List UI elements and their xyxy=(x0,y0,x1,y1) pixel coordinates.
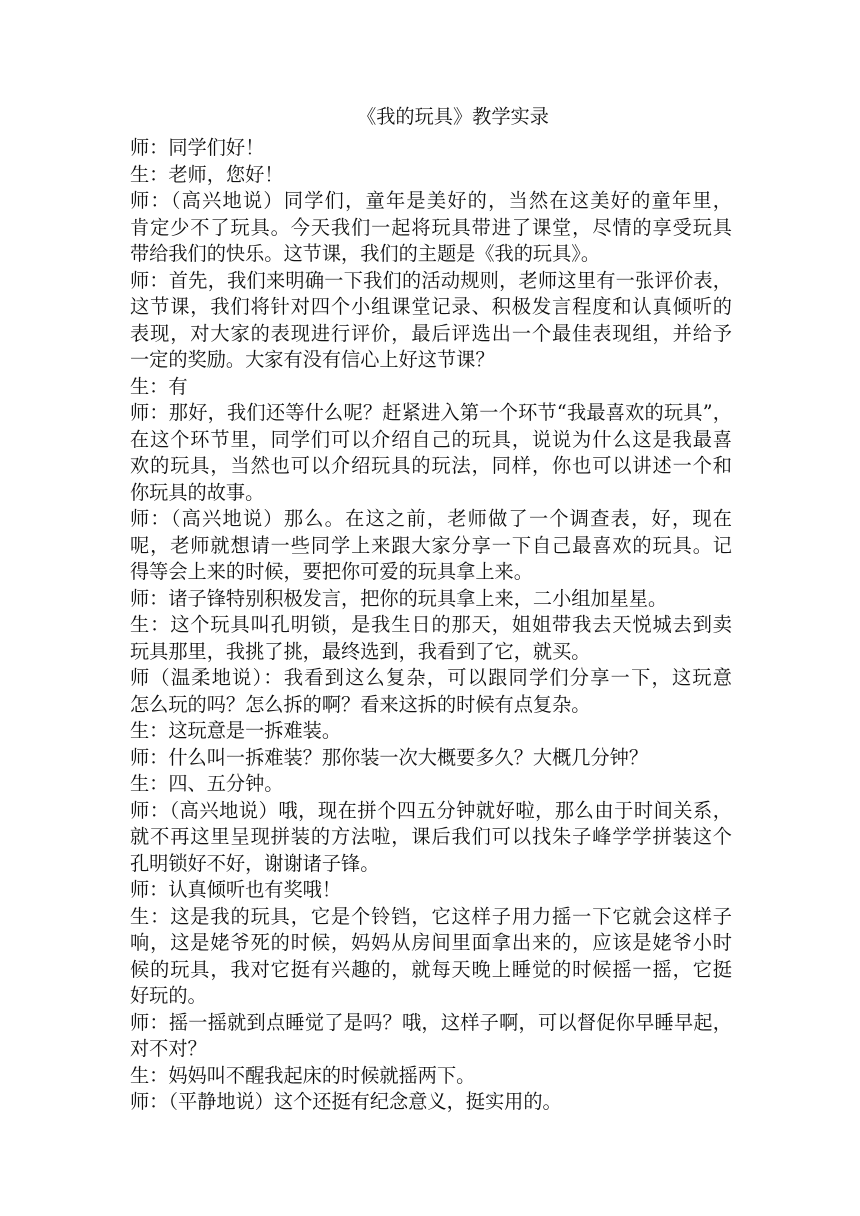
text-line: 欢的玩具，当然也可以介绍玩具的玩法，同样，你也可以讲述一个和 xyxy=(130,454,732,477)
transcript-paragraph xyxy=(130,506,732,586)
text-line: 对不对？ xyxy=(130,1037,207,1060)
text-line: 一定的奖励。大家有没有信心上好这节课？ xyxy=(130,348,495,371)
text-line: 生：老师，您好！ xyxy=(130,162,284,186)
transcript-paragraph xyxy=(130,374,732,401)
transcript-paragraph xyxy=(130,162,732,189)
transcript-paragraph xyxy=(130,665,732,718)
text-line: 怎么玩的吗？怎么拆的啊？看来这拆的时候有点复杂。 xyxy=(130,692,591,716)
transcript-paragraph xyxy=(130,904,732,1010)
text-line: 师：首先，我们来明确一下我们的活动规则，老师这里有一张评价表， xyxy=(130,268,732,292)
transcript-body xyxy=(130,135,732,1116)
text-line: 生：这个玩具叫孔明锁，是我生日的那天，姐姐带我去天悦城去到卖 xyxy=(130,613,732,636)
text-line: 师：（高兴地说）哦，现在拼个四五分钟就好啦，那么由于时间关系， xyxy=(130,798,732,822)
transcript-paragraph xyxy=(130,745,732,772)
text-line: 你玩具的故事。 xyxy=(130,480,265,504)
transcript-paragraph xyxy=(130,718,732,745)
text-line: 师：认真倾听也有奖哦！ xyxy=(130,878,342,901)
text-line: 候的玩具，我对它挺有兴趣的，就每天晚上睡觉的时候摇一摇，它挺 xyxy=(130,957,732,981)
document-title: 《我的玩具》教学实录 xyxy=(357,105,549,128)
transcript-paragraph xyxy=(130,798,732,878)
text-line: 表现，对大家的表现进行评价，最后评选出一个最佳表现组，并给予 xyxy=(130,321,732,345)
text-line: 生：妈妈叫不醒我起床的时候就摇两下。 xyxy=(130,1063,476,1087)
text-line: 肯定少不了玩具。今天我们一起将玩具带进了课堂，尽情的享受玩具 xyxy=(130,215,732,239)
text-line: 师：诸子锋特别积极发言，把你的玩具拿上来，二小组加星星。 xyxy=(130,586,668,610)
text-line: 师：什么叫一拆难装？那你装一次大概要多久？大概几分钟？ xyxy=(130,745,649,769)
text-line: 玩具那里，我挑了挑，最终选到，我看到了它，就买。 xyxy=(130,639,591,663)
text-line: 带给我们的快乐。这节课，我们的主题是《我的玩具》。 xyxy=(130,242,601,265)
text-line: 得等会上来的时候，要把你可爱的玩具拿上来。 xyxy=(130,560,533,583)
text-line: 生：四、五分钟。 xyxy=(130,772,284,795)
text-line: 生：这是我的玩具，它是个铃铛，它这样子用力摇一下它就会这样子 xyxy=(130,904,732,928)
text-line: 师：（高兴地说）那么。在这之前，老师做了一个调查表，好，现在 xyxy=(130,507,732,530)
text-line: 这节课，我们将针对四个小组课堂记录、积极发言程度和认真倾听的 xyxy=(130,295,732,318)
text-line: 好玩的。 xyxy=(130,984,207,1007)
transcript-paragraph xyxy=(130,135,732,162)
document-page xyxy=(130,98,732,1116)
transcript-paragraph xyxy=(130,586,732,613)
text-line: 师：同学们好！ xyxy=(130,136,265,159)
text-line: 就不再这里呈现拼装的方法啦，课后我们可以找朱子峰学学拼装这个 xyxy=(130,825,732,848)
text-line: 师：那好，我们还等什么呢？赶紧进入第一个环节“我最喜欢的玩具”， xyxy=(130,401,732,424)
transcript-paragraph xyxy=(130,268,732,374)
text-line: 师：摇一摇就到点睡觉了是吗？哦，这样子啊，可以督促你早睡早起， xyxy=(130,1010,732,1034)
transcript-paragraph xyxy=(130,612,732,665)
transcript-paragraph xyxy=(130,1063,732,1090)
transcript-paragraph xyxy=(130,188,732,268)
text-line: 呢，老师就想请一些同学上来跟大家分享一下自己最喜欢的玩具。记 xyxy=(130,533,732,557)
text-line: 在这个环节里，同学们可以介绍自己的玩具，说说为什么这是我最喜 xyxy=(130,427,732,451)
text-line: 师：（高兴地说）同学们，童年是美好的，当然在这美好的童年里， xyxy=(130,189,732,212)
transcript-paragraph xyxy=(130,1089,732,1116)
text-line: 生：有 xyxy=(130,374,188,398)
transcript-paragraph xyxy=(130,877,732,904)
text-line: 孔明锁好不好，谢谢诸子锋。 xyxy=(130,851,380,875)
transcript-paragraph xyxy=(130,400,732,506)
text-line: 师：（平静地说）这个还挺有纪念意义，挺实用的。 xyxy=(130,1090,562,1113)
text-line: 生：这玩意是一拆难装。 xyxy=(130,719,342,742)
transcript-paragraph xyxy=(130,771,732,798)
text-line: 响，这是姥爷死的时候，妈妈从房间里面拿出来的，应该是姥爷小时 xyxy=(130,931,732,954)
text-line: 师（温柔地说）：我看到这么复杂，可以跟同学们分享一下，这玩意 xyxy=(130,666,732,689)
transcript-paragraph xyxy=(130,1010,732,1063)
